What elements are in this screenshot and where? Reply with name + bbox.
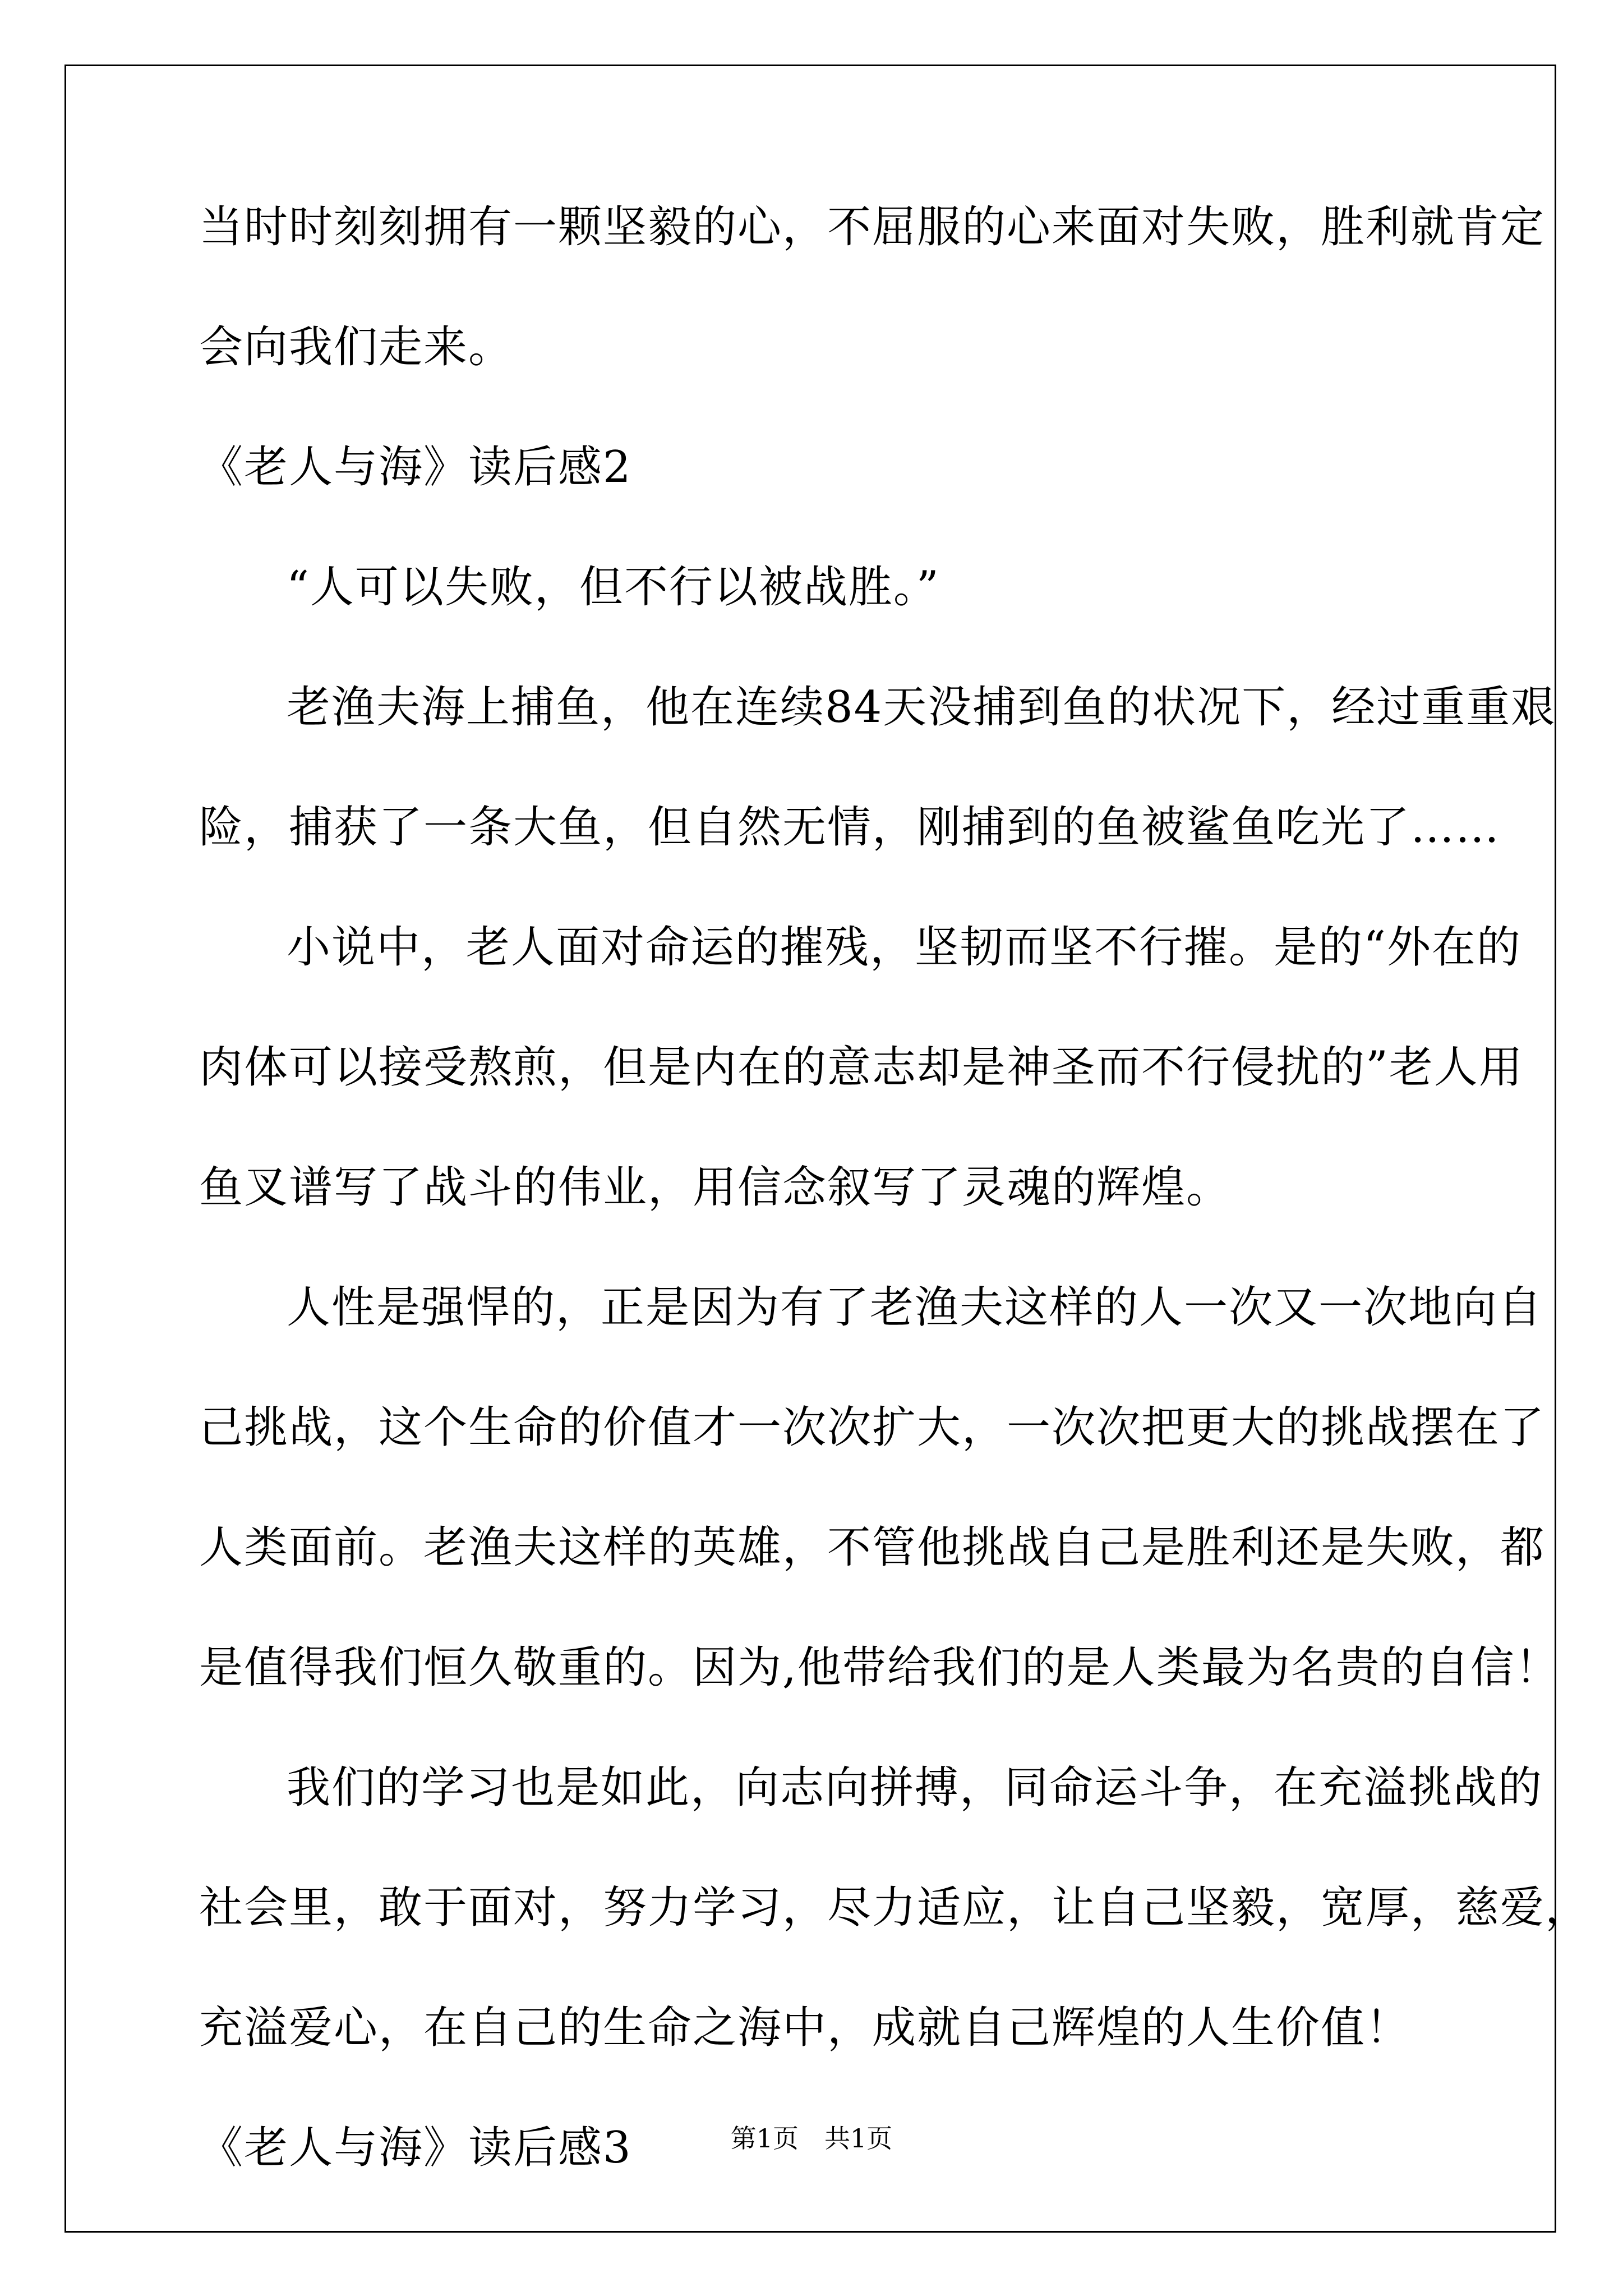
body-line: 我们的学习也是如此，向志向拼搏，同命运斗争，在充溢挑战的 [287, 1763, 1543, 1813]
quote-line: “人可以失败，但不行以被战胜。” [287, 562, 940, 613]
section-title: 《老人与海》读后感2 [199, 442, 632, 493]
body-line: 人性是强悍的，正是因为有了老渔夫这样的人一次又一次地向自 [287, 1282, 1543, 1333]
page-footer: 第1页 共1页 [730, 2123, 893, 2154]
body-line: 肉体可以接受熬煎，但是内在的意志却是神圣而不行侵扰的”老人用 [199, 1042, 1524, 1093]
body-line: 是值得我们恒久敬重的。因为,他带给我们的是人类最为名贵的自信！ [199, 1642, 1560, 1693]
body-line: 人类面前。老渔夫这样的英雄，不管他挑战自己是胜利还是失败，都 [199, 1522, 1546, 1573]
body-line: 鱼叉谱写了战斗的伟业，用信念叙写了灵魂的辉煌。 [199, 1162, 1232, 1213]
document-body [199, 202, 1590, 2243]
body-line: 充溢爱心，在自己的生命之海中，成就自己辉煌的人生价值！ [199, 2003, 1411, 2053]
body-line: 会向我们走来。 [199, 322, 514, 372]
body-line: 小说中，老人面对命运的摧残，坚韧而坚不行摧。是的“外在的 [287, 922, 1521, 973]
section-title: 《老人与海》读后感3 [199, 2123, 632, 2173]
body-line: 社会里，敢于面对，努力学习，尽力适应，让自己坚毅，宽厚，慈爱， [199, 1883, 1590, 1933]
body-line: 老渔夫海上捕鱼，他在连续84天没捕到鱼的状况下，经过重重艰 [287, 682, 1556, 733]
body-line: 当时时刻刻拥有一颗坚毅的心，不屈服的心来面对失败，胜利就肯定 [199, 202, 1546, 252]
body-line: 己挑战，这个生命的价值才一次次扩大，一次次把更大的挑战摆在了 [199, 1402, 1546, 1453]
body-line: 险，捕获了一条大鱼，但自然无情，刚捕到的鱼被鲨鱼吃光了…… [199, 802, 1501, 853]
